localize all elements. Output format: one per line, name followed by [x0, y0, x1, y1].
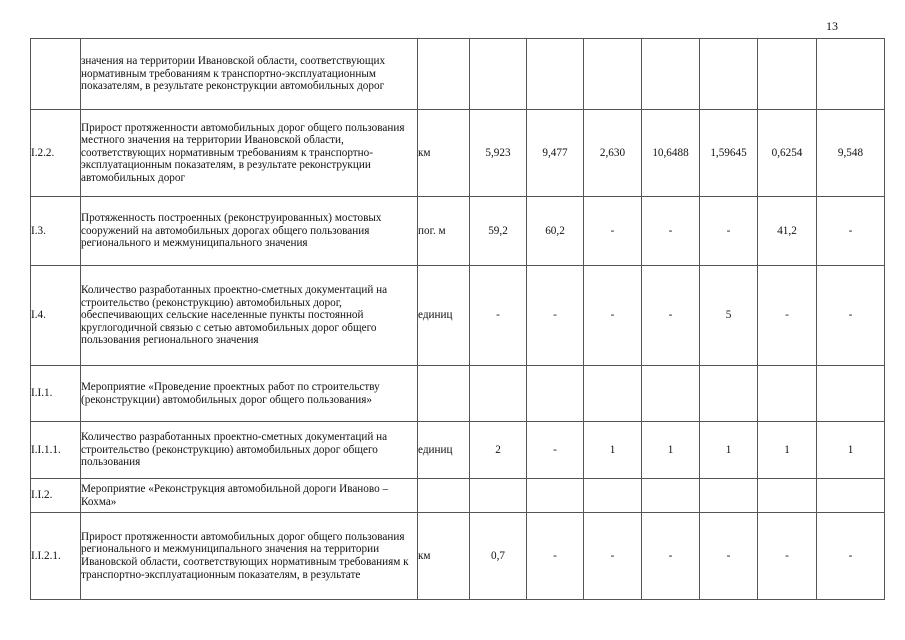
table-row — [31, 513, 885, 600]
row-name-cell: Количество разработанных проектно-сметных документаций на строительство (реконструкцию) автомобильных дорог, обеспечивающих сельские населенные пункты постоянной круглогодичной связью с сетью автомобильных дорог общего пользования регионального значения — [81, 266, 418, 366]
value-cell — [642, 366, 700, 422]
value-cell: - — [817, 266, 885, 366]
value-cell — [470, 366, 527, 422]
value-cell: 41,2 — [758, 197, 817, 266]
row-name-cell: Мероприятие «Проведение проектных работ по строительству (реконструкции) автомобильных дорог общего пользования» — [81, 366, 418, 422]
value-cell: - — [817, 513, 885, 600]
row-unit-cell: км — [418, 110, 470, 197]
value-cell: - — [817, 197, 885, 266]
value-cell: 9,477 — [527, 110, 584, 197]
value-cell: 9,548 — [817, 110, 885, 197]
indicators-table — [30, 38, 885, 600]
row-code-cell: I.I.1. — [31, 366, 81, 422]
table-row — [31, 422, 885, 479]
value-cell: 2 — [470, 422, 527, 479]
table-row — [31, 366, 885, 422]
row-unit-cell: пог. м — [418, 197, 470, 266]
value-cell: 2,630 — [584, 110, 642, 197]
value-cell — [642, 39, 700, 110]
value-cell: - — [758, 513, 817, 600]
value-cell — [584, 366, 642, 422]
value-cell: - — [470, 266, 527, 366]
value-cell — [700, 479, 758, 513]
value-cell — [700, 39, 758, 110]
value-cell — [817, 366, 885, 422]
row-name-cell: Мероприятие «Реконструкция автомобильной дороги Иваново – Кохма» — [81, 479, 418, 513]
value-cell: - — [642, 513, 700, 600]
table-row — [31, 110, 885, 197]
table-row — [31, 39, 885, 110]
value-cell: 1,59645 — [700, 110, 758, 197]
value-cell — [470, 479, 527, 513]
row-code-cell: I.4. — [31, 266, 81, 366]
value-cell: 1 — [642, 422, 700, 479]
value-cell: - — [584, 513, 642, 600]
value-cell — [758, 366, 817, 422]
value-cell: 1 — [584, 422, 642, 479]
value-cell — [527, 366, 584, 422]
value-cell: 0,6254 — [758, 110, 817, 197]
row-name-cell: Протяженность построенных (реконструированных) мостовых сооружений на автомобильных дорогах общего пользования регионального и межмуниципального значения — [81, 197, 418, 266]
value-cell: 10,6488 — [642, 110, 700, 197]
value-cell: 5,923 — [470, 110, 527, 197]
value-cell: - — [700, 513, 758, 600]
value-cell: - — [758, 266, 817, 366]
value-cell: - — [700, 197, 758, 266]
row-name-cell: Прирост протяженности автомобильных дорог общего пользования регионального и межмуниципального значения на территории Ивановской области, соответствующих нормативным требованиям к транспортно-эксплуатационным показателям, в результате — [81, 513, 418, 600]
value-cell — [700, 366, 758, 422]
value-cell: - — [642, 266, 700, 366]
row-code-cell: I.3. — [31, 197, 81, 266]
value-cell: 59,2 — [470, 197, 527, 266]
table-row — [31, 266, 885, 366]
value-cell: - — [527, 513, 584, 600]
value-cell — [758, 39, 817, 110]
value-cell — [584, 479, 642, 513]
value-cell: - — [642, 197, 700, 266]
value-cell: 1 — [817, 422, 885, 479]
value-cell: 0,7 — [470, 513, 527, 600]
value-cell — [817, 39, 885, 110]
value-cell: 60,2 — [527, 197, 584, 266]
value-cell: 1 — [700, 422, 758, 479]
row-code-cell: I.I.2.1. — [31, 513, 81, 600]
row-unit-cell — [418, 479, 470, 513]
table-row — [31, 479, 885, 513]
table-row — [31, 197, 885, 266]
value-cell — [527, 479, 584, 513]
row-unit-cell: км — [418, 513, 470, 600]
value-cell — [758, 479, 817, 513]
value-cell: 5 — [700, 266, 758, 366]
row-code-cell — [31, 39, 81, 110]
row-name-cell: Прирост протяженности автомобильных дорог общего пользования местного значения на территории Ивановской области, соответствующих нормативным требованиям к транспортно-эксплуатационным показателям, в результате реконструкции автомобильных дорог — [81, 110, 418, 197]
row-unit-cell: единиц — [418, 266, 470, 366]
value-cell — [642, 479, 700, 513]
row-code-cell: I.I.1.1. — [31, 422, 81, 479]
value-cell: - — [584, 197, 642, 266]
row-unit-cell: единиц — [418, 422, 470, 479]
page-number: 13 — [826, 19, 838, 33]
value-cell — [470, 39, 527, 110]
value-cell: - — [584, 266, 642, 366]
value-cell: 1 — [758, 422, 817, 479]
row-unit-cell — [418, 366, 470, 422]
row-name-cell: значения на территории Ивановской области, соответствующих нормативным требованиям к транспортно-эксплуатационным показателям, в результате реконструкции автомобильных дорог — [81, 39, 418, 110]
row-code-cell: I.I.2. — [31, 479, 81, 513]
row-name-cell: Количество разработанных проектно-сметных документаций на строительство (реконструкцию) автомобильных дорог общего пользования — [81, 422, 418, 479]
value-cell — [584, 39, 642, 110]
value-cell — [817, 479, 885, 513]
row-unit-cell — [418, 39, 470, 110]
value-cell — [527, 39, 584, 110]
row-code-cell: I.2.2. — [31, 110, 81, 197]
value-cell: - — [527, 266, 584, 366]
value-cell: - — [527, 422, 584, 479]
